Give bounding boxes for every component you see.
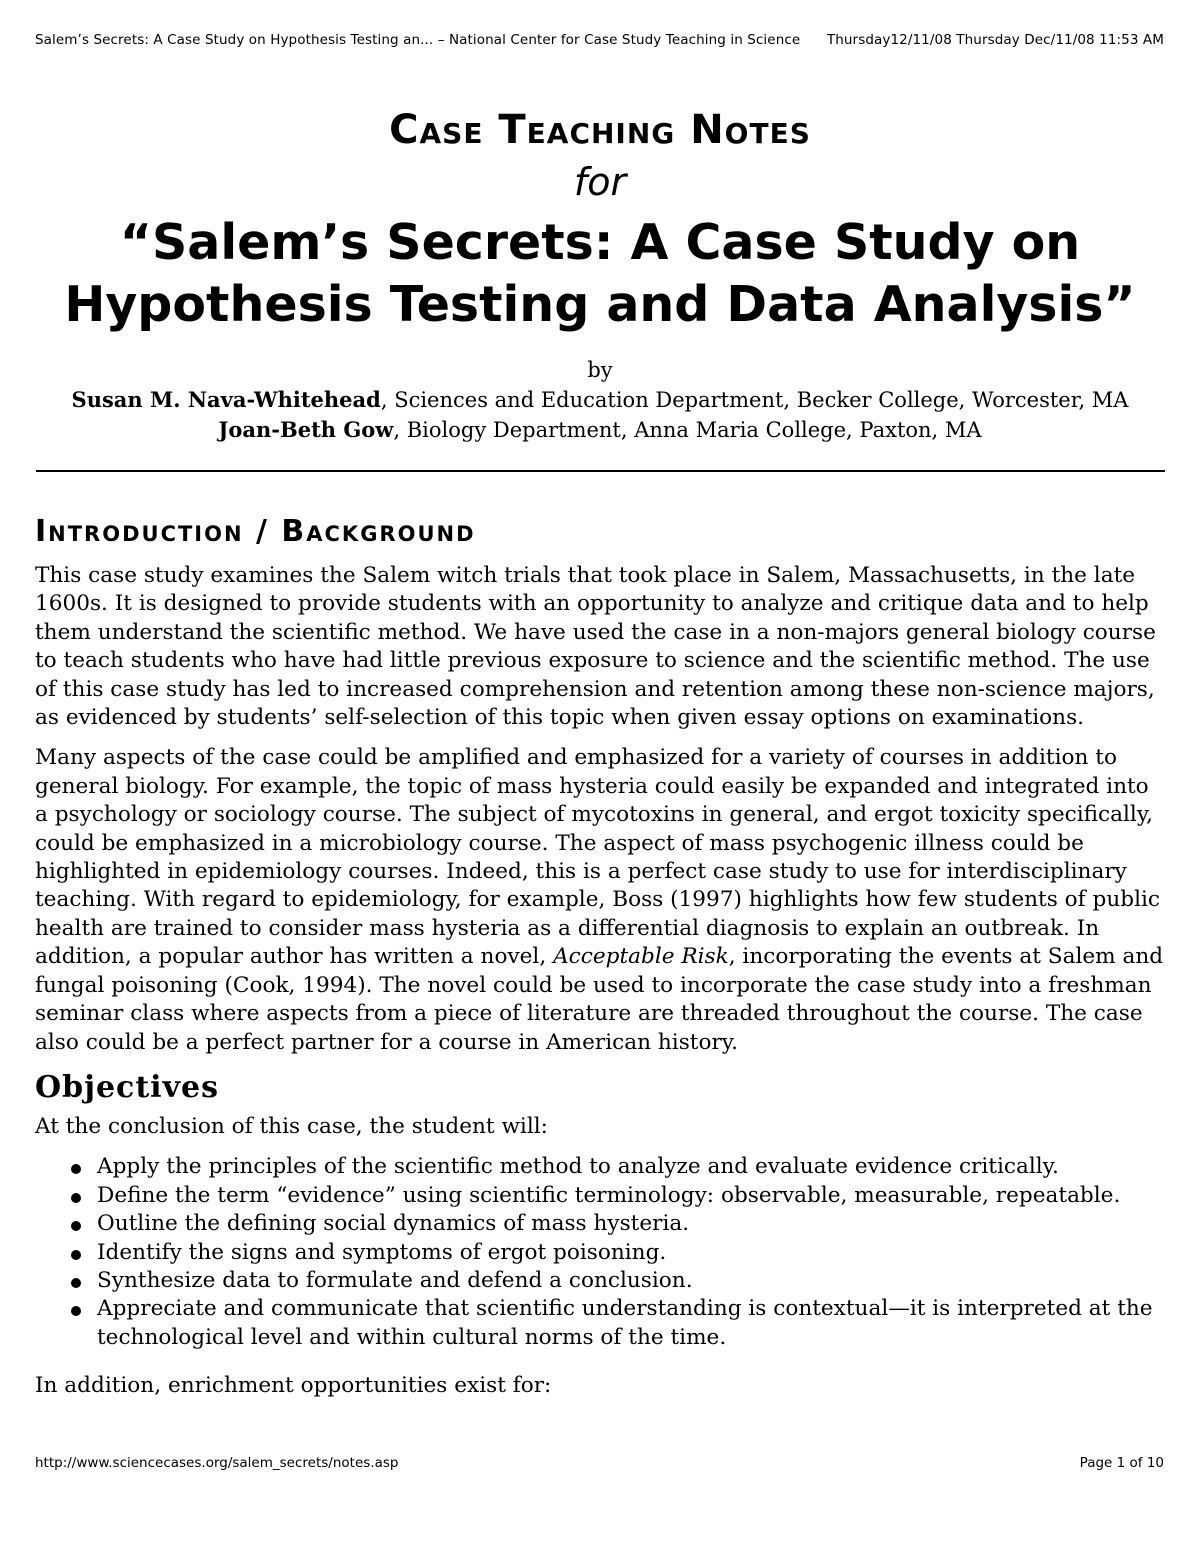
author-2 [0,415,1200,445]
bullet-icon [71,1306,81,1316]
author-2-affiliation: , Biology Department, Anna Maria College, Paxton, MA [393,418,982,442]
author-1-affiliation: , Sciences and Education Department, Becker College, Worcester, MA [380,388,1129,412]
list-item-text: Synthesize data to formulate and defend a conclusion. [97,1267,693,1293]
title-block [0,100,1200,336]
print-header [35,32,1164,52]
list-item [97,1182,1165,1210]
bullet-icon [71,1164,81,1174]
intro-paragraph-1: This case study examines the Salem witch trials that took place in Salem, Massachusetts, in the late 1600s. It is designed to provide students with an opportunity to analyze and critique data and to help them understand the scientific method. We have used the case in a non-majors general biology course to teach students who have had little previous exposure to science and the scientific method. The use of this case study has led to increased comprehension and retention among these non-science majors, as evidenced by students’ self-selection of this topic when given essay options on examinations. [35,563,1156,731]
novel-title: Acceptable Risk [553,944,729,970]
intro-heading: Introduction / Background [35,514,476,549]
page-number: Page 1 of 10 [1079,1455,1164,1471]
list-item-text: Appreciate and communicate that scientific understanding is contextual—it is interpreted at the technological level and within cultural norms of the time. [97,1296,1153,1350]
horizontal-divider [36,470,1165,472]
objectives-list [35,1153,1165,1352]
list-item [97,1267,1165,1295]
intro-paragraph-2-text-b: , incorporating the events at Salem and fungal poisoning (Cook, 1994). The novel could be used to incorporate the case study into a freshman seminar class where aspects from a piece of literature are threaded throughout the course. The case also could be a perfect partner for a course in American history. [35,944,1164,1055]
bullet-icon [71,1193,81,1203]
enrichment-lead: In addition, enrichment opportunities exist for: [35,1373,552,1399]
byline [0,356,1200,445]
list-item [97,1239,1165,1267]
page-title: Case Teaching Notes [389,107,811,153]
bullet-icon [71,1278,81,1288]
footer-url: http://www.sciencecases.org/salem_secrets/notes.asp [35,1455,399,1471]
intro-paragraph-2 [35,744,1165,1056]
print-header-title: Salem’s Secrets: A Case Study on Hypothesis Testing an... – National Center for Case Study Teaching in Science [35,32,801,48]
print-footer [35,1455,1164,1475]
list-item [97,1210,1165,1238]
case-title-line-2: Hypothesis Testing and Data Analysis” [64,276,1136,333]
list-item-text: Outline the defining social dynamics of mass hysteria. [97,1211,690,1237]
objectives-lead: At the conclusion of this case, the student will: [35,1113,548,1139]
author-1-name: Susan M. Nava-Whitehead [71,387,381,412]
case-title [0,212,1200,336]
author-2-name: Joan-Beth Gow [218,417,394,442]
list-item [97,1295,1165,1352]
objectives-heading: Objectives [35,1069,219,1105]
bullet-icon [71,1250,81,1260]
list-item-text: Apply the principles of the scientific method to analyze and evaluate evidence critically. [97,1154,1059,1180]
byline-by: by [587,358,613,382]
title-for: for [573,160,627,204]
case-title-line-1: “Salem’s Secrets: A Case Study on [119,214,1081,271]
list-item-text: Identify the signs and symptoms of ergot poisoning. [97,1239,667,1265]
bullet-icon [71,1221,81,1231]
print-header-timestamp: Thursday12/11/08 Thursday Dec/11/08 11:53 AM [826,32,1164,48]
intro-paragraph-2-text-a: Many aspects of the case could be amplified and emphasized for a variety of courses in addition to general biology. For example, the topic of mass hysteria could easily be expanded and integrated into a psychology or sociology course. The subject of mycotoxins in general, and ergot toxicity specifically, could be emphasized in a microbiology course. The aspect of mass psychogenic illness could be highlighted in epidemiology courses. Indeed, this is a perfect case study to use for interdisciplinary teaching. With regard to epidemiology, for example, Boss (1997) highlights how few students of public health are trained to consider mass hysteria as a differential diagnosis to explain an outbreak. In addition, a popular author has written a novel, [35,745,1160,970]
list-item [97,1153,1165,1181]
author-1 [0,385,1200,415]
list-item-text: Define the term “evidence” using scientific terminology: observable, measurable, repeatable. [97,1182,1121,1208]
main-content [35,510,1165,1413]
